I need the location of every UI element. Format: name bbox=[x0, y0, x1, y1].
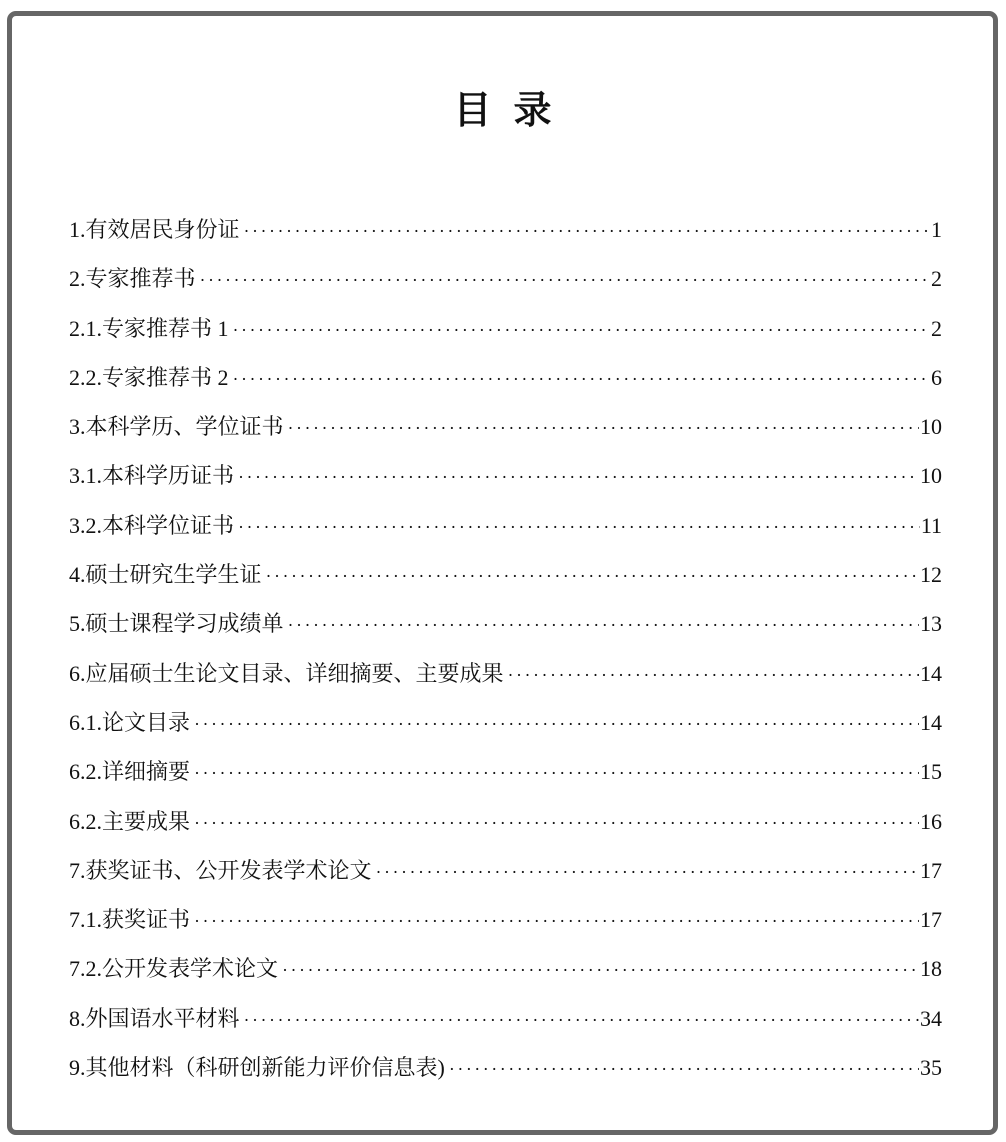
toc-entry[interactable] bbox=[69, 903, 942, 952]
toc-entry-label: 4.硕士研究生学生证 bbox=[69, 562, 262, 588]
toc-entry-page: 11 bbox=[920, 512, 942, 538]
toc-entry-page: 17 bbox=[920, 857, 942, 883]
toc-entry-page: 13 bbox=[920, 611, 942, 637]
toc-entry[interactable] bbox=[69, 854, 942, 903]
toc-entry-label: 2.2.专家推荐书 2 bbox=[69, 364, 229, 390]
toc-entry-label: 6.2.主要成果 bbox=[69, 808, 191, 834]
toc-entry-page: 18 bbox=[920, 956, 942, 982]
toc-entry[interactable] bbox=[69, 657, 942, 706]
dot-leader bbox=[282, 953, 919, 987]
dot-leader bbox=[266, 559, 919, 593]
toc-entry[interactable] bbox=[69, 706, 942, 755]
toc-entry[interactable] bbox=[69, 312, 942, 361]
toc-entry-page: 12 bbox=[920, 562, 942, 588]
toc-entry[interactable] bbox=[69, 1051, 942, 1100]
dot-leader bbox=[233, 362, 930, 396]
dot-leader bbox=[238, 510, 920, 544]
dot-leader bbox=[449, 1052, 919, 1086]
toc-entry[interactable] bbox=[69, 755, 942, 804]
toc-entry-label: 9.其他材料（科研创新能力评价信息表) bbox=[69, 1055, 445, 1081]
toc-entry-label: 2.1.专家推荐书 1 bbox=[69, 315, 229, 341]
dot-leader bbox=[244, 214, 930, 248]
toc-entry[interactable] bbox=[69, 262, 942, 311]
toc-entry[interactable] bbox=[69, 410, 942, 459]
toc-entry[interactable] bbox=[69, 558, 942, 607]
toc-entry[interactable] bbox=[69, 805, 942, 854]
dot-leader bbox=[238, 460, 919, 494]
dot-leader bbox=[194, 904, 919, 938]
toc-entry-label: 3.1.本科学历证书 bbox=[69, 463, 235, 489]
toc-entry-page: 35 bbox=[920, 1055, 942, 1081]
dot-leader bbox=[288, 608, 919, 642]
toc-entry-page: 6 bbox=[931, 364, 942, 390]
toc-entry-page: 10 bbox=[920, 414, 942, 440]
toc-entry-page: 10 bbox=[920, 463, 942, 489]
dot-leader bbox=[376, 855, 919, 889]
dot-leader bbox=[508, 658, 919, 692]
dot-leader bbox=[233, 313, 930, 347]
page-frame bbox=[7, 11, 998, 1135]
toc-entry[interactable] bbox=[69, 1002, 942, 1051]
dot-leader bbox=[194, 707, 919, 741]
toc-entry-page: 2 bbox=[931, 266, 942, 292]
toc-entry[interactable] bbox=[69, 607, 942, 656]
page-title: 目录 bbox=[453, 87, 574, 132]
toc-entry[interactable] bbox=[69, 361, 942, 410]
dot-leader bbox=[288, 411, 919, 445]
toc-entry-page: 16 bbox=[920, 808, 942, 834]
toc-entry[interactable] bbox=[69, 213, 942, 262]
table-of-contents bbox=[69, 213, 942, 1100]
toc-entry-label: 2.专家推荐书 bbox=[69, 266, 196, 292]
toc-entry-page: 14 bbox=[920, 709, 942, 735]
toc-entry-page: 1 bbox=[931, 217, 942, 242]
toc-entry[interactable] bbox=[69, 459, 942, 508]
toc-entry-page: 17 bbox=[920, 907, 942, 933]
toc-entry-label: 7.1.获奖证书 bbox=[69, 907, 191, 933]
dot-leader bbox=[194, 806, 919, 840]
toc-entry-label: 7.获奖证书、公开发表学术论文 bbox=[69, 857, 372, 883]
toc-entry-label: 3.2.本科学位证书 bbox=[69, 512, 235, 538]
toc-entry[interactable] bbox=[69, 952, 942, 1001]
dot-leader bbox=[194, 756, 919, 790]
toc-entry-page: 15 bbox=[920, 759, 942, 785]
toc-entry[interactable] bbox=[69, 509, 942, 558]
toc-entry-label: 1.有效居民身份证 bbox=[69, 217, 240, 242]
toc-entry-label: 8.外国语水平材料 bbox=[69, 1005, 240, 1031]
toc-entry-label: 6.2.详细摘要 bbox=[69, 759, 191, 785]
toc-entry-label: 3.本科学历、学位证书 bbox=[69, 414, 284, 440]
toc-entry-page: 34 bbox=[920, 1005, 942, 1031]
toc-entry-page: 2 bbox=[931, 315, 942, 341]
dot-leader bbox=[200, 263, 930, 297]
toc-entry-page: 14 bbox=[920, 660, 942, 686]
dot-leader bbox=[244, 1003, 919, 1037]
toc-entry-label: 6.1.论文目录 bbox=[69, 709, 191, 735]
toc-entry-label: 7.2.公开发表学术论文 bbox=[69, 956, 279, 982]
toc-entry-label: 5.硕士课程学习成绩单 bbox=[69, 611, 284, 637]
toc-entry-label: 6.应届硕士生论文目录、详细摘要、主要成果 bbox=[69, 660, 504, 686]
